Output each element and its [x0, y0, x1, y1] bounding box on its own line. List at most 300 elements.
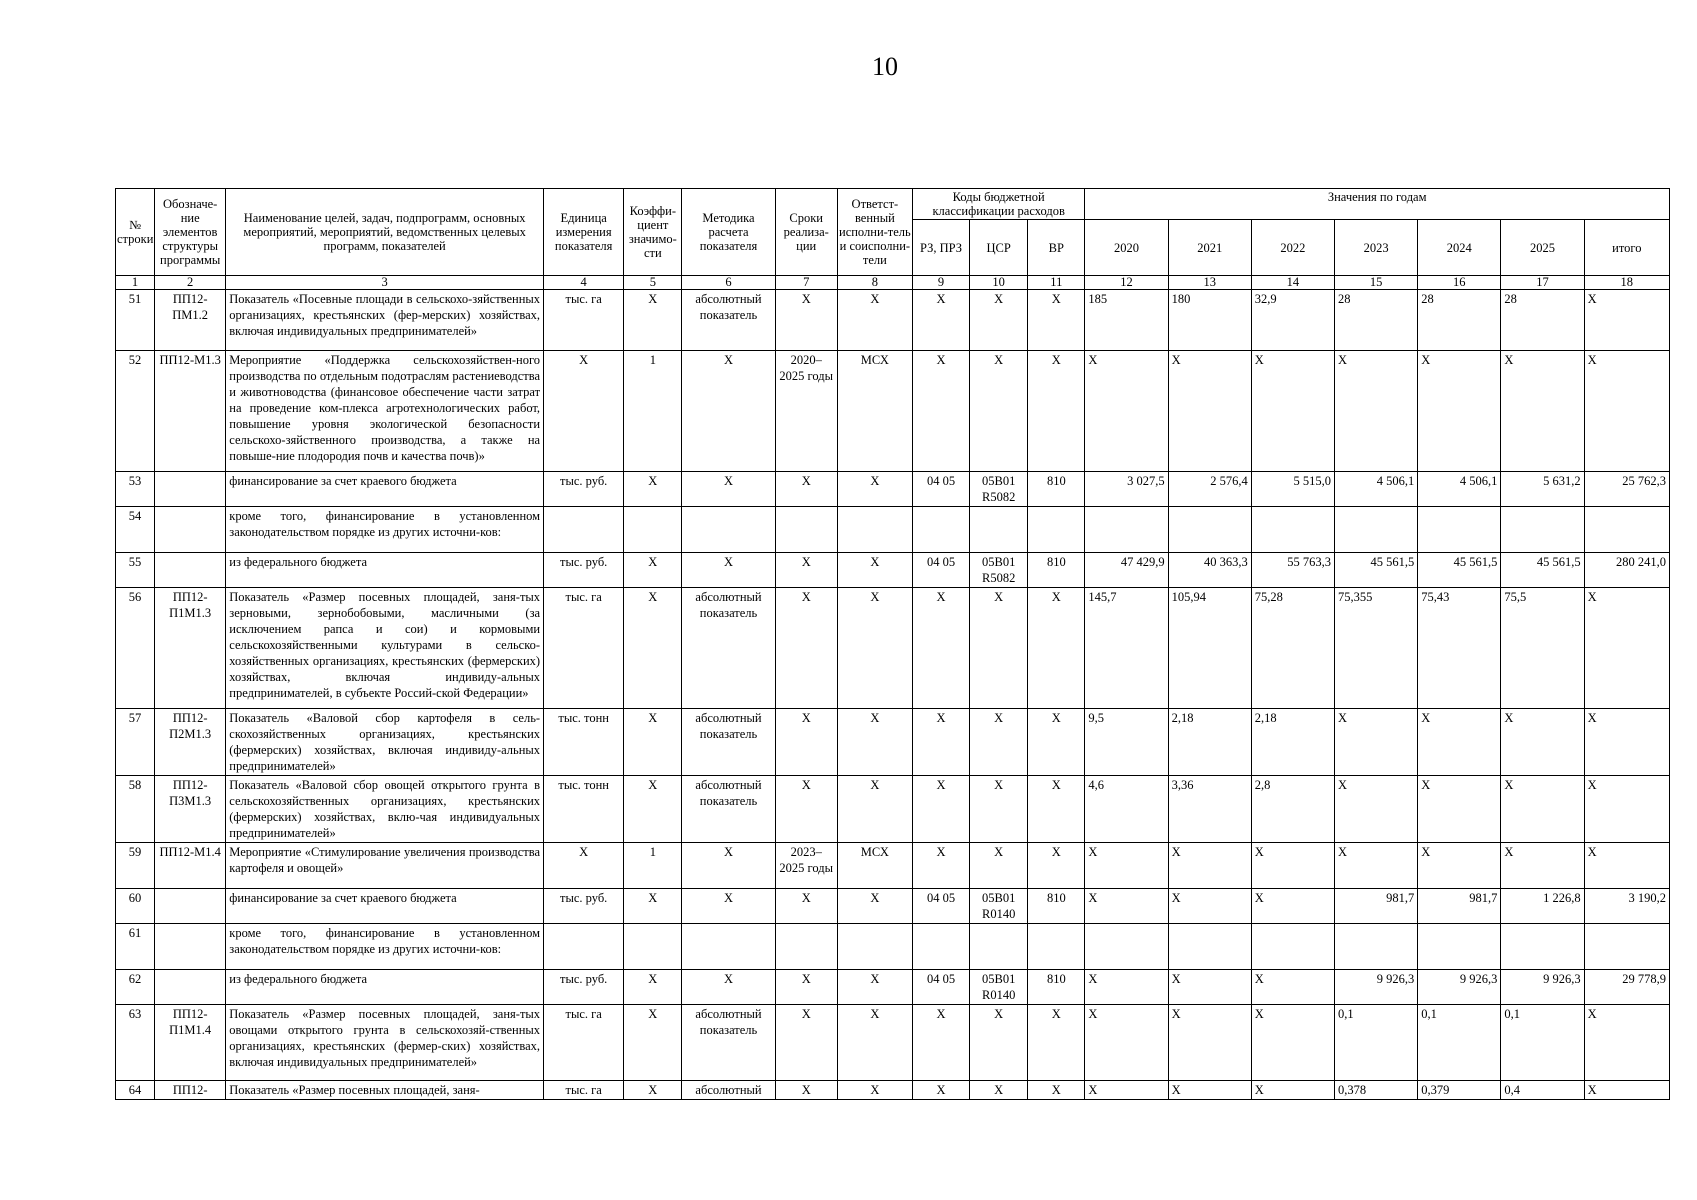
cell-value-total: Х	[1584, 709, 1669, 776]
cell-row-number: 57	[116, 709, 155, 776]
cell-value-2022: 2,18	[1251, 709, 1334, 776]
cell-value-2024: 28	[1418, 290, 1501, 351]
cell-value-2020: 185	[1085, 290, 1168, 351]
cell-name: кроме того, финансирование в установленном законодательством порядке из других источни-ков:	[226, 507, 544, 553]
cell-designation	[155, 472, 226, 507]
column-number: 1	[116, 276, 155, 290]
cell-value-2021: 40 363,3	[1168, 553, 1251, 588]
cell-rz-prz: Х	[912, 1081, 969, 1100]
header-coefficient: Коэффи-циент значимо-сти	[624, 189, 682, 276]
cell-value-2022: 32,9	[1251, 290, 1334, 351]
cell-value-2024: Х	[1418, 843, 1501, 889]
cell-csr	[970, 507, 1028, 553]
header-budget-codes: Коды бюджетной классификации расходов	[912, 189, 1084, 220]
cell-designation: ПП12-М1.4	[155, 843, 226, 889]
cell-row-number: 62	[116, 970, 155, 1005]
table-body	[116, 290, 1670, 1100]
cell-value-total: Х	[1584, 843, 1669, 889]
cell-value-2023: Х	[1335, 709, 1418, 776]
cell-value-2024	[1418, 924, 1501, 970]
cell-value-2023: 28	[1335, 290, 1418, 351]
cell-method: абсолютный показатель	[682, 709, 775, 776]
cell-value-2021: Х	[1168, 970, 1251, 1005]
cell-value-total: 25 762,3	[1584, 472, 1669, 507]
cell-method: Х	[682, 472, 775, 507]
cell-designation: ПП12-П1М1.3	[155, 588, 226, 709]
cell-coefficient: Х	[624, 588, 682, 709]
cell-method: Х	[682, 351, 775, 472]
cell-value-total: Х	[1584, 776, 1669, 843]
cell-value-2025: Х	[1501, 843, 1584, 889]
cell-coefficient: Х	[624, 290, 682, 351]
cell-value-2022	[1251, 507, 1334, 553]
cell-designation: ПП12-П3М1.3	[155, 776, 226, 843]
cell-value-2024	[1418, 507, 1501, 553]
cell-csr: Х	[970, 588, 1028, 709]
cell-method: Х	[682, 970, 775, 1005]
cell-value-2020: Х	[1085, 889, 1168, 924]
cell-vr	[1028, 507, 1085, 553]
cell-name: Показатель «Валовой сбор картофеля в сель-скохозяйственных организациях, крестьянских (фермерских) хозяйствах, включая индивиду-альных предпринимателей»	[226, 709, 544, 776]
table-row	[116, 507, 1670, 553]
cell-terms	[775, 507, 837, 553]
cell-csr: Х	[970, 843, 1028, 889]
table-row	[116, 351, 1670, 472]
cell-name: из федерального бюджета	[226, 970, 544, 1005]
cell-value-2025: 75,5	[1501, 588, 1584, 709]
cell-terms: Х	[775, 776, 837, 843]
cell-coefficient: Х	[624, 970, 682, 1005]
cell-value-total: Х	[1584, 290, 1669, 351]
cell-value-2023: 981,7	[1335, 889, 1418, 924]
cell-coefficient	[624, 924, 682, 970]
cell-unit: тыс. тонн	[544, 776, 624, 843]
cell-rz-prz: 04 05	[912, 970, 969, 1005]
cell-value-2020: Х	[1085, 1081, 1168, 1100]
cell-value-2020	[1085, 507, 1168, 553]
cell-responsible: Х	[837, 553, 912, 588]
cell-value-2020: Х	[1085, 351, 1168, 472]
header-rz-prz: РЗ, ПРЗ	[912, 220, 969, 276]
cell-unit: тыс. руб.	[544, 553, 624, 588]
cell-designation: ПП12-	[155, 1081, 226, 1100]
header-terms: Сроки реализа-ции	[775, 189, 837, 276]
cell-rz-prz	[912, 924, 969, 970]
cell-value-total: 280 241,0	[1584, 553, 1669, 588]
cell-value-2021: 105,94	[1168, 588, 1251, 709]
table-row	[116, 889, 1670, 924]
cell-value-2021: 180	[1168, 290, 1251, 351]
cell-coefficient: Х	[624, 776, 682, 843]
cell-terms: Х	[775, 1081, 837, 1100]
cell-vr: Х	[1028, 290, 1085, 351]
cell-designation	[155, 507, 226, 553]
header-row-no: № строки	[116, 189, 155, 276]
cell-value-2020: 4,6	[1085, 776, 1168, 843]
cell-unit: Х	[544, 351, 624, 472]
cell-rz-prz: Х	[912, 776, 969, 843]
table-row	[116, 709, 1670, 776]
cell-coefficient: Х	[624, 472, 682, 507]
header-year-2022: 2022	[1251, 220, 1334, 276]
cell-responsible: Х	[837, 1005, 912, 1081]
cell-method: Х	[682, 843, 775, 889]
cell-vr: Х	[1028, 709, 1085, 776]
cell-csr: 05В01 R0140	[970, 889, 1028, 924]
column-numbers-row	[116, 276, 1670, 290]
cell-unit: тыс. га	[544, 1081, 624, 1100]
cell-unit	[544, 924, 624, 970]
cell-name: из федерального бюджета	[226, 553, 544, 588]
cell-terms: Х	[775, 588, 837, 709]
cell-value-2022: Х	[1251, 1005, 1334, 1081]
page-number: 10	[872, 52, 898, 81]
column-number: 5	[624, 276, 682, 290]
cell-coefficient: Х	[624, 1081, 682, 1100]
table-row	[116, 1005, 1670, 1081]
cell-rz-prz: Х	[912, 709, 969, 776]
cell-value-total: 29 778,9	[1584, 970, 1669, 1005]
cell-coefficient: Х	[624, 1005, 682, 1081]
cell-responsible: Х	[837, 776, 912, 843]
cell-value-2023: 0,1	[1335, 1005, 1418, 1081]
cell-name: Показатель «Размер посевных площадей, заня-тых зерновыми, зернобобовыми, масличными (за исключением рапса и сои) и кормовыми сельскохозяйственными культурами в сельско-хозяйственных организациях, крестьянских (фермерских) хозяйствах, включая индивиду-альных предпринимателей, в субъекте Россий-ской Федерации»	[226, 588, 544, 709]
cell-vr: 810	[1028, 970, 1085, 1005]
cell-method	[682, 924, 775, 970]
cell-coefficient: 1	[624, 351, 682, 472]
header-designation: Обозначе-ние элементов структуры программы	[155, 189, 226, 276]
cell-csr: Х	[970, 1005, 1028, 1081]
header-unit: Единица измерения показателя	[544, 189, 624, 276]
table-row	[116, 588, 1670, 709]
column-number: 14	[1251, 276, 1334, 290]
cell-responsible: Х	[837, 709, 912, 776]
table-row	[116, 924, 1670, 970]
cell-value-2022	[1251, 924, 1334, 970]
table-row	[116, 843, 1670, 889]
cell-vr: 810	[1028, 553, 1085, 588]
header-responsible: Ответст-венный исполни-тель и соисполни-тели	[837, 189, 912, 276]
cell-value-2022: 55 763,3	[1251, 553, 1334, 588]
cell-value-2022: Х	[1251, 843, 1334, 889]
cell-unit: тыс. га	[544, 588, 624, 709]
cell-terms	[775, 924, 837, 970]
cell-value-2022: 5 515,0	[1251, 472, 1334, 507]
cell-value-2025: Х	[1501, 776, 1584, 843]
cell-value-2021: Х	[1168, 889, 1251, 924]
column-number: 7	[775, 276, 837, 290]
cell-value-total: Х	[1584, 351, 1669, 472]
cell-value-2024: Х	[1418, 709, 1501, 776]
cell-unit: Х	[544, 843, 624, 889]
cell-value-2021: Х	[1168, 1081, 1251, 1100]
cell-value-2022: Х	[1251, 889, 1334, 924]
cell-value-2020: 9,5	[1085, 709, 1168, 776]
cell-csr: 05В01 R0140	[970, 970, 1028, 1005]
cell-value-2023: 0,378	[1335, 1081, 1418, 1100]
cell-value-2024: 0,1	[1418, 1005, 1501, 1081]
column-number: 2	[155, 276, 226, 290]
header-year-2023: 2023	[1335, 220, 1418, 276]
cell-value-2020: 145,7	[1085, 588, 1168, 709]
cell-coefficient: Х	[624, 889, 682, 924]
cell-value-2023	[1335, 507, 1418, 553]
column-number: 15	[1335, 276, 1418, 290]
cell-value-2020: Х	[1085, 843, 1168, 889]
cell-value-2023: Х	[1335, 843, 1418, 889]
cell-row-number: 52	[116, 351, 155, 472]
cell-value-2025: Х	[1501, 351, 1584, 472]
cell-coefficient: 1	[624, 843, 682, 889]
cell-unit: тыс. га	[544, 1005, 624, 1081]
cell-method: абсолютный показатель	[682, 776, 775, 843]
cell-method: Х	[682, 553, 775, 588]
cell-value-2025: 5 631,2	[1501, 472, 1584, 507]
cell-method: абсолютный показатель	[682, 290, 775, 351]
cell-vr: Х	[1028, 1005, 1085, 1081]
cell-value-2023: 75,355	[1335, 588, 1418, 709]
cell-value-2024: 75,43	[1418, 588, 1501, 709]
cell-name: Показатель «Размер посевных площадей, заня-тых овощами открытого грунта в сельскохозяй-ственных организациях, крестьянских (фермер-ских) хозяйствах, включая индивидуальных предпринимателей»	[226, 1005, 544, 1081]
cell-responsible	[837, 924, 912, 970]
cell-value-2024: 4 506,1	[1418, 472, 1501, 507]
cell-terms: Х	[775, 889, 837, 924]
cell-vr: 810	[1028, 472, 1085, 507]
cell-unit: тыс. тонн	[544, 709, 624, 776]
cell-vr: Х	[1028, 843, 1085, 889]
cell-vr: Х	[1028, 1081, 1085, 1100]
cell-value-2025: 9 926,3	[1501, 970, 1584, 1005]
cell-coefficient: Х	[624, 709, 682, 776]
cell-method: Х	[682, 889, 775, 924]
cell-responsible: Х	[837, 290, 912, 351]
cell-unit: тыс. га	[544, 290, 624, 351]
cell-designation: ПП12-М1.3	[155, 351, 226, 472]
cell-terms: Х	[775, 553, 837, 588]
cell-vr	[1028, 924, 1085, 970]
cell-value-2021	[1168, 507, 1251, 553]
cell-responsible: Х	[837, 1081, 912, 1100]
cell-name: финансирование за счет краевого бюджета	[226, 889, 544, 924]
cell-value-2023: 45 561,5	[1335, 553, 1418, 588]
cell-value-2025: 45 561,5	[1501, 553, 1584, 588]
cell-method: абсолютный	[682, 1081, 775, 1100]
cell-designation: ПП12-П1М1.4	[155, 1005, 226, 1081]
cell-method: абсолютный показатель	[682, 1005, 775, 1081]
cell-value-2025: Х	[1501, 709, 1584, 776]
cell-row-number: 60	[116, 889, 155, 924]
cell-name: Показатель «Валовой сбор овощей открытого грунта в сельскохозяйственных организациях, крестьянских (фермерских) хозяйствах, вклю-чая индивидуальных предпринимателей»	[226, 776, 544, 843]
cell-row-number: 63	[116, 1005, 155, 1081]
cell-name: Показатель «Посевные площади в сельскохо-зяйственных организациях, крестьянских (фер-мерских) хозяйствах, включая индивидуальных предпринимателей»	[226, 290, 544, 351]
cell-name: кроме того, финансирование в установленном законодательством порядке из других источни-ков:	[226, 924, 544, 970]
cell-coefficient: Х	[624, 553, 682, 588]
header-total: итого	[1584, 220, 1669, 276]
cell-value-2022: Х	[1251, 351, 1334, 472]
cell-value-2020: Х	[1085, 1005, 1168, 1081]
cell-value-2021: Х	[1168, 351, 1251, 472]
table-row	[116, 553, 1670, 588]
cell-responsible	[837, 507, 912, 553]
cell-value-2023: Х	[1335, 776, 1418, 843]
column-number: 10	[970, 276, 1028, 290]
cell-rz-prz: 04 05	[912, 889, 969, 924]
header-name: Наименование целей, задач, подпрограмм, основных мероприятий, мероприятий, ведомственных целевых программ, показателей	[226, 189, 544, 276]
cell-row-number: 54	[116, 507, 155, 553]
cell-value-2024: Х	[1418, 351, 1501, 472]
cell-responsible: МСХ	[837, 843, 912, 889]
cell-csr	[970, 924, 1028, 970]
cell-csr: Х	[970, 351, 1028, 472]
cell-value-2022: 75,28	[1251, 588, 1334, 709]
cell-responsible: МСХ	[837, 351, 912, 472]
cell-value-2020: 47 429,9	[1085, 553, 1168, 588]
cell-value-2021: Х	[1168, 843, 1251, 889]
cell-unit: тыс. руб.	[544, 970, 624, 1005]
cell-value-2023: 9 926,3	[1335, 970, 1418, 1005]
cell-row-number: 64	[116, 1081, 155, 1100]
column-number: 11	[1028, 276, 1085, 290]
cell-name: Мероприятие «Стимулирование увеличения производства картофеля и овощей»	[226, 843, 544, 889]
table-row	[116, 1081, 1670, 1100]
cell-value-2021: Х	[1168, 1005, 1251, 1081]
cell-terms: Х	[775, 970, 837, 1005]
cell-value-2023: Х	[1335, 351, 1418, 472]
cell-designation	[155, 924, 226, 970]
cell-row-number: 56	[116, 588, 155, 709]
cell-value-2021: 2,18	[1168, 709, 1251, 776]
cell-responsible: Х	[837, 889, 912, 924]
cell-designation	[155, 553, 226, 588]
cell-row-number: 58	[116, 776, 155, 843]
header-csr: ЦСР	[970, 220, 1028, 276]
cell-vr: Х	[1028, 588, 1085, 709]
column-number: 13	[1168, 276, 1251, 290]
column-number: 9	[912, 276, 969, 290]
cell-value-2025: 28	[1501, 290, 1584, 351]
cell-value-total: Х	[1584, 588, 1669, 709]
cell-designation	[155, 889, 226, 924]
cell-terms: Х	[775, 1005, 837, 1081]
cell-csr: Х	[970, 290, 1028, 351]
column-number: 3	[226, 276, 544, 290]
cell-value-2024: 0,379	[1418, 1081, 1501, 1100]
cell-value-total	[1584, 507, 1669, 553]
cell-terms: Х	[775, 472, 837, 507]
cell-value-2023: 4 506,1	[1335, 472, 1418, 507]
header-vr: ВР	[1028, 220, 1085, 276]
cell-rz-prz: Х	[912, 588, 969, 709]
cell-value-total	[1584, 924, 1669, 970]
cell-responsible: Х	[837, 588, 912, 709]
cell-value-2024: 981,7	[1418, 889, 1501, 924]
cell-value-2021: 3,36	[1168, 776, 1251, 843]
cell-value-2022: Х	[1251, 970, 1334, 1005]
cell-value-total: 3 190,2	[1584, 889, 1669, 924]
header-values-by-year: Значения по годам	[1085, 189, 1670, 220]
column-number: 4	[544, 276, 624, 290]
cell-terms: Х	[775, 709, 837, 776]
table-row	[116, 776, 1670, 843]
cell-value-2020: 3 027,5	[1085, 472, 1168, 507]
cell-name: Мероприятие «Поддержка сельскохозяйствен-ного производства по отдельным подотраслям растениеводства и животноводства (финансовое обеспечение части затрат на проведение ком-плекса агротехнологических работ, повышение уровня экологической безопасности сельскохо-зяйственного производства, а также на повыше-ние плодородия почв и качества почв)»	[226, 351, 544, 472]
cell-csr: Х	[970, 1081, 1028, 1100]
cell-rz-prz	[912, 507, 969, 553]
cell-csr: 05В01 R5082	[970, 472, 1028, 507]
cell-vr: Х	[1028, 351, 1085, 472]
cell-value-2025	[1501, 924, 1584, 970]
column-number: 18	[1584, 276, 1669, 290]
cell-value-2024: 9 926,3	[1418, 970, 1501, 1005]
cell-value-2025: 0,1	[1501, 1005, 1584, 1081]
cell-value-total: Х	[1584, 1005, 1669, 1081]
cell-rz-prz: Х	[912, 351, 969, 472]
cell-value-2025: 1 226,8	[1501, 889, 1584, 924]
cell-method: абсолютный показатель	[682, 588, 775, 709]
column-number: 6	[682, 276, 775, 290]
cell-name: финансирование за счет краевого бюджета	[226, 472, 544, 507]
cell-unit	[544, 507, 624, 553]
cell-value-2025	[1501, 507, 1584, 553]
cell-rz-prz: 04 05	[912, 472, 969, 507]
cell-designation: ПП12-П2М1.3	[155, 709, 226, 776]
cell-row-number: 59	[116, 843, 155, 889]
cell-rz-prz: Х	[912, 843, 969, 889]
table-row	[116, 970, 1670, 1005]
cell-terms: 2020–2025 годы	[775, 351, 837, 472]
cell-csr: Х	[970, 776, 1028, 843]
column-number: 16	[1418, 276, 1501, 290]
cell-value-2025: 0,4	[1501, 1081, 1584, 1100]
cell-name: Показатель «Размер посевных площадей, заня-	[226, 1081, 544, 1100]
cell-value-total: Х	[1584, 1081, 1669, 1100]
cell-value-2024: Х	[1418, 776, 1501, 843]
cell-value-2024: 45 561,5	[1418, 553, 1501, 588]
cell-coefficient	[624, 507, 682, 553]
cell-rz-prz: 04 05	[912, 553, 969, 588]
cell-value-2022: 2,8	[1251, 776, 1334, 843]
header-year-2025: 2025	[1501, 220, 1584, 276]
header-method: Методика расчета показателя	[682, 189, 775, 276]
header-year-2021: 2021	[1168, 220, 1251, 276]
cell-row-number: 55	[116, 553, 155, 588]
cell-unit: тыс. руб.	[544, 889, 624, 924]
column-number: 17	[1501, 276, 1584, 290]
cell-responsible: Х	[837, 970, 912, 1005]
cell-row-number: 61	[116, 924, 155, 970]
cell-value-2022: Х	[1251, 1081, 1334, 1100]
cell-vr: Х	[1028, 776, 1085, 843]
cell-value-2021	[1168, 924, 1251, 970]
cell-value-2023	[1335, 924, 1418, 970]
cell-terms: 2023–2025 годы	[775, 843, 837, 889]
table-row	[116, 290, 1670, 351]
cell-responsible: Х	[837, 472, 912, 507]
cell-vr: 810	[1028, 889, 1085, 924]
table-row	[116, 472, 1670, 507]
cell-method	[682, 507, 775, 553]
header-year-2024: 2024	[1418, 220, 1501, 276]
cell-rz-prz: Х	[912, 1005, 969, 1081]
cell-unit: тыс. руб.	[544, 472, 624, 507]
column-number: 8	[837, 276, 912, 290]
cell-value-2020	[1085, 924, 1168, 970]
column-number: 12	[1085, 276, 1168, 290]
indicators-table	[115, 188, 1670, 1100]
cell-value-2020: Х	[1085, 970, 1168, 1005]
cell-terms: Х	[775, 290, 837, 351]
cell-designation	[155, 970, 226, 1005]
